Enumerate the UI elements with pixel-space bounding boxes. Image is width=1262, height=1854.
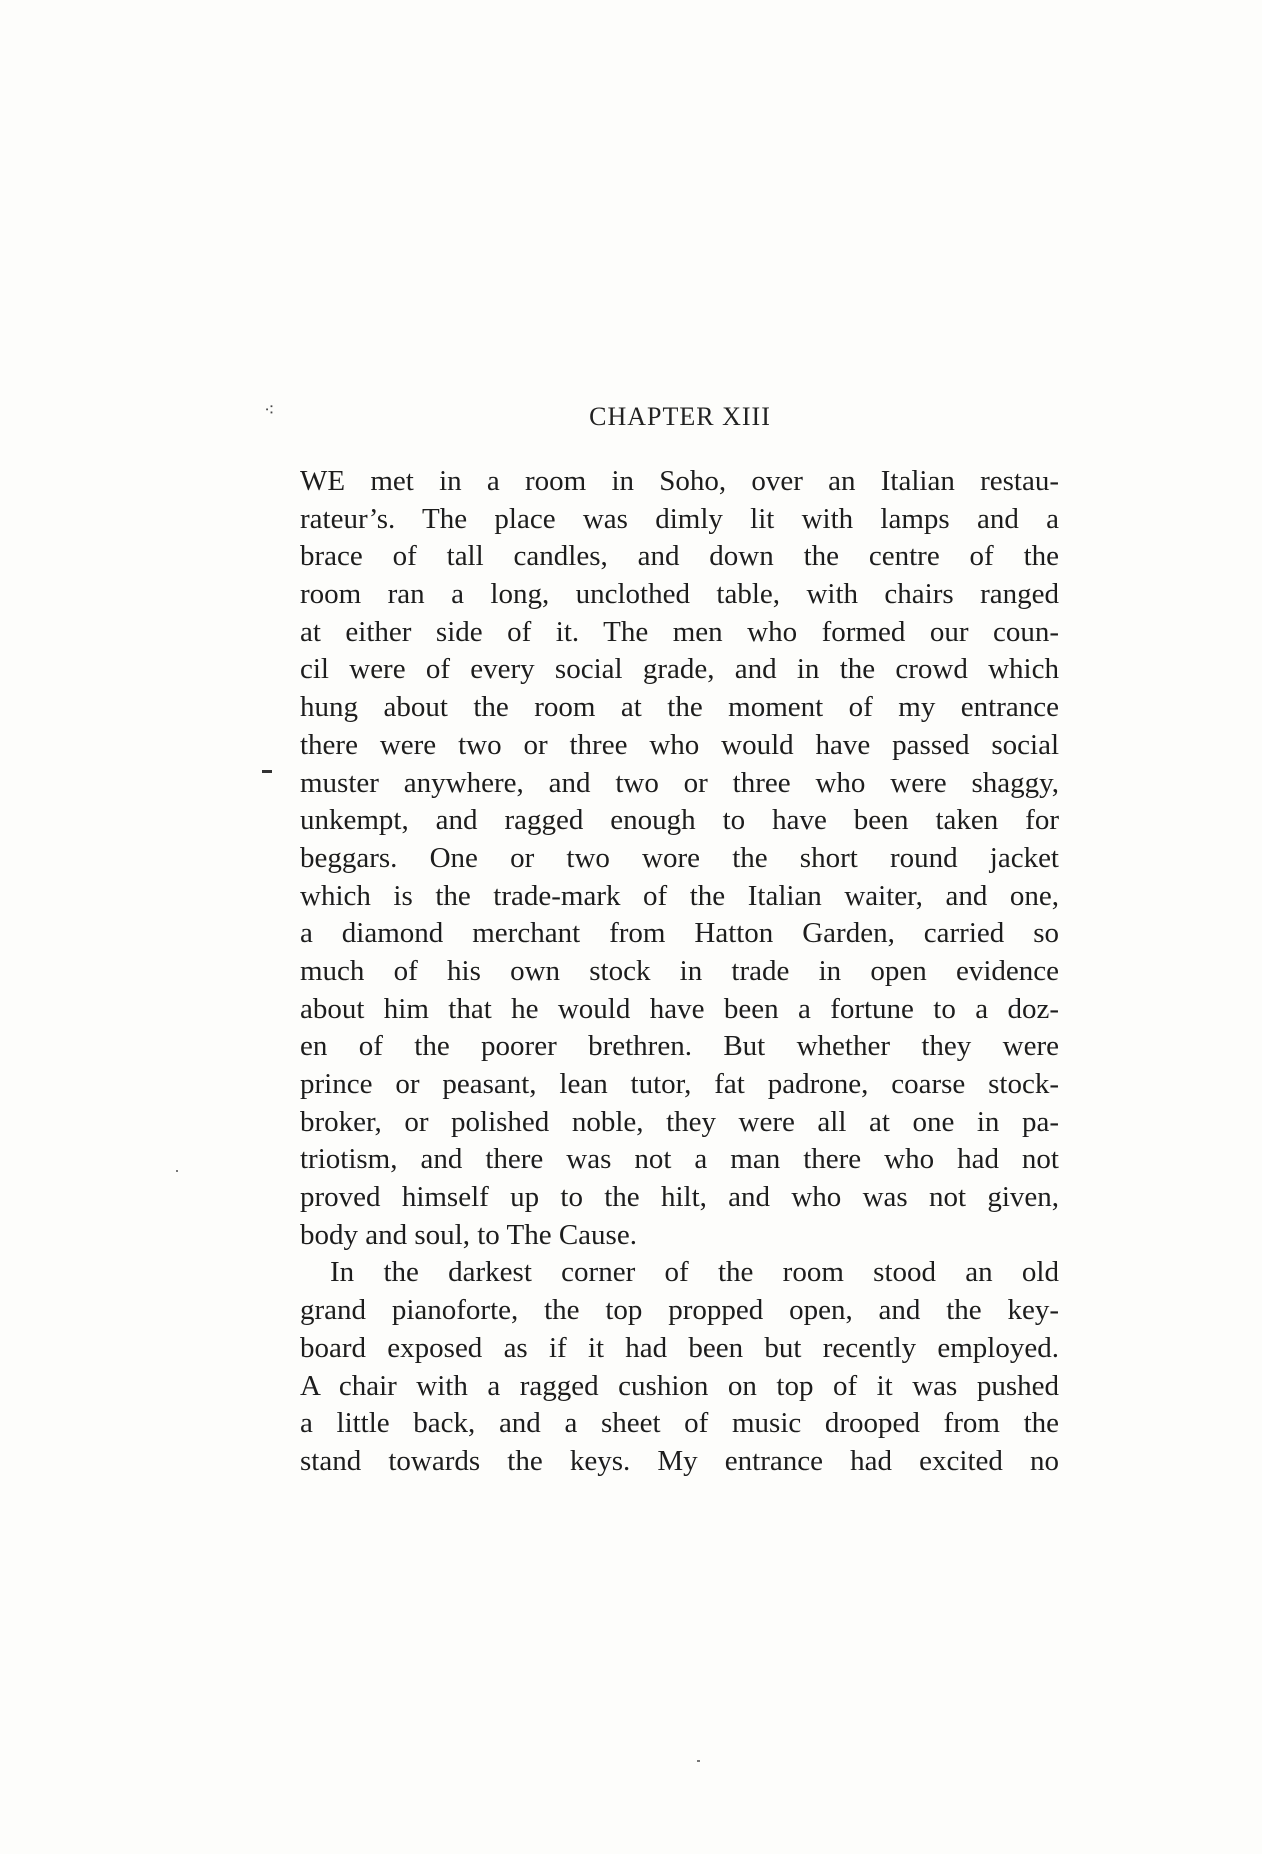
text-line: In the darkest corner of the room stood an old (330, 1256, 1059, 1289)
margin-mark: ⁖ (264, 400, 275, 420)
text-line: proved himself up to the hilt, and who was not given, (300, 1181, 1059, 1214)
text-line: beggars. One or two wore the short round jacket (300, 841, 1059, 874)
text-line: brace of tall candles, and down the centre of the (300, 540, 1059, 573)
body-text (300, 463, 1059, 1481)
text-line: which is the trade-mark of the Italian waiter, and one, (300, 879, 1059, 912)
text-line: board exposed as if it had been but recently employed. (300, 1331, 1059, 1364)
text-line: body and soul, to The Cause. (300, 1218, 637, 1251)
text-line: much of his own stock in trade in open evidence (300, 954, 1059, 987)
text-line: a diamond merchant from Hatton Garden, carried so (300, 917, 1059, 950)
text-line: a little back, and a sheet of music drooped from the (300, 1407, 1059, 1440)
scan-speck (697, 1760, 700, 1762)
text-line: about him that he would have been a fortune to a doz- (300, 992, 1059, 1025)
margin-dash (262, 770, 272, 773)
text-line: at either side of it. The men who formed our coun- (300, 615, 1059, 648)
text-line: A chair with a ragged cushion on top of it was pushed (300, 1369, 1059, 1402)
scan-speck (176, 1170, 178, 1172)
text-line: WE met in a room in Soho, over an Italian restau- (300, 465, 1059, 497)
text-line: muster anywhere, and two or three who were shaggy, (300, 766, 1059, 799)
text-line: triotism, and there was not a man there who had not (300, 1143, 1059, 1176)
text-line: hung about the room at the moment of my entrance (300, 691, 1059, 724)
text-line: room ran a long, unclothed table, with chairs ranged (300, 578, 1059, 611)
text-line: broker, or polished noble, they were all at one in pa- (300, 1105, 1059, 1138)
text-line: there were two or three who would have passed social (300, 728, 1059, 761)
text-line: grand pianoforte, the top propped open, and the key- (300, 1294, 1059, 1327)
chapter-heading: CHAPTER XIII (589, 402, 771, 431)
text-line: en of the poorer brethren. But whether they were (300, 1030, 1059, 1063)
text-line: unkempt, and ragged enough to have been taken for (300, 804, 1059, 837)
text-line: rateur’s. The place was dimly lit with lamps and a (300, 502, 1059, 535)
text-line: cil were of every social grade, and in the crowd which (300, 653, 1059, 686)
text-line: prince or peasant, lean tutor, fat padrone, coarse stock- (300, 1068, 1059, 1100)
text-line: stand towards the keys. My entrance had excited no (300, 1444, 1059, 1477)
